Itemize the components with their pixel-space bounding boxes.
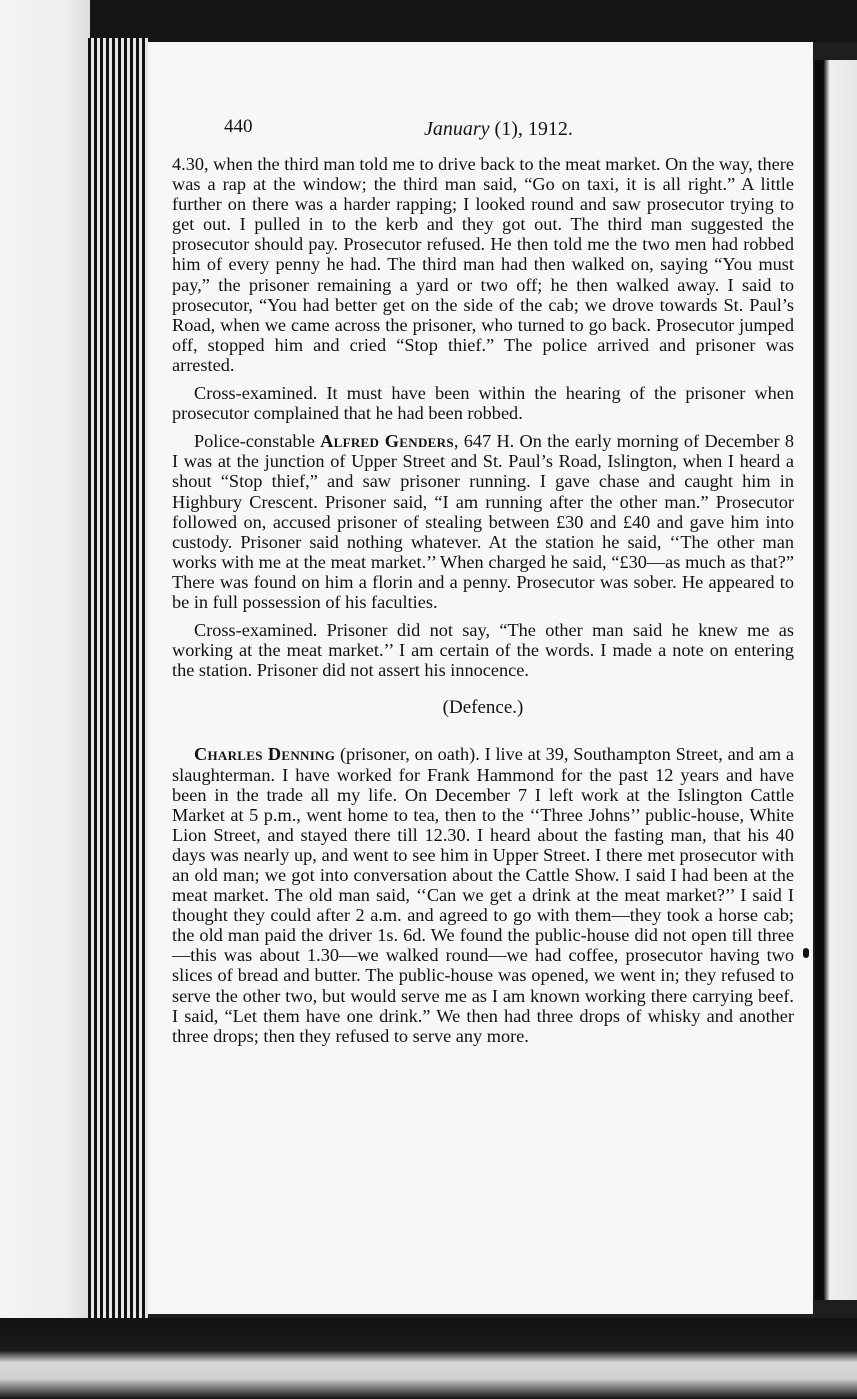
right-page-edge [815,60,857,1300]
name-small-caps: Alfred Genders [320,431,454,452]
bottom-shadow [0,1318,857,1399]
paragraph-text: Police-constable [194,431,321,452]
paragraph [172,620,794,680]
paragraph-text: Cross-examined. It must have been within the hearing of the prisoner when prosecutor complained that he had been robbed. [172,383,794,424]
paragraph [172,383,794,423]
section-heading: (Defence.) [442,697,524,719]
name-small-caps: Charles Denning [194,744,336,765]
body-text [172,154,794,1046]
running-title-date: (1), 1912. [489,118,573,140]
running-title-month: January [424,118,490,140]
page-edges-stack [88,38,148,1318]
paragraph [172,154,794,375]
top-shadow [90,0,857,42]
paragraph [172,431,794,612]
paragraph-text: Cross-examined. Prisoner did not say, “The other man said he knew me as working at the meat market.’’ I am certain of the words. I made a note on entering the station. Prisoner did not assert his innocence. [172,620,794,681]
testimony-paragraphs [172,154,794,680]
page-number: 440 [224,116,253,137]
running-title [424,118,573,141]
margin-mark [803,948,809,958]
paragraph-text: 4.30, when the third man told me to drive back to the meat market. On the way, there was a rap at the window; the third man said, “Go on taxi, it is all right.” A little further on there was a harder rapping; I looked round and saw prosecutor trying to get out. I pulled in to the kerb and they got out. The third man suggested the prosecutor should pay. Prosecutor refused. He then told me the two men had robbed him of every penny he had. The third man had then walked on, saying “You must pay,” the prisoner remaining a yard or two off; he then walked away. I said to prosecutor, “You had better get on the side of the cab; we drove towards St. Paul’s Road, when we came across the prisoner, who turned to go back. Prosecutor jumped off, stopped him and cried “Stop thief.” The police arrived and prisoner was arrested. [172,154,794,375]
paragraph-text: , 647 H. On the early morning of December 8 I was at the junction of Upper Street and St. Paul’s Road, Islington, when I heard a shout “Stop thief,” and saw prisoner running. I gave chase and caught him in Highbury Crescent. Prisoner said, “I am running after the other man.” Prosecutor followed on, accused prisoner of stealing between £30 and £40 and gave him into custody. Prisoner said nothing whatever. At the station he said, ‘‘The other man works with me at the meat market.’’ When charged he said, “£30—as much as that?” There was found on him a florin and a penny. Prosecutor was sober. He appeared to be in full possession of his faculties. [172,431,794,612]
left-margin-fold [0,0,95,1399]
defence-paragraph [172,744,794,1045]
paragraph-text: (prisoner, on oath). I live at 39, Southampton Street, and am a slaughterman. I have worked for Frank Hammond for the past 12 years and have been in the trade all my life. On December 7 I left work at the Islington Cattle Market at 5 p.m., went home to tea, then to the ‘‘Three Johns’’ public-house, White Lion Street, and stayed there till 12.30. I heard about the fasting man, that his 40 days was nearly up, and went to see him in Upper Street. I there met prosecutor with an old man; we got into conversation about the Cattle Show. I said I had been at the meat market. The old man said, ‘‘Can we get a drink at the meat market?’’ I said I thought they could after 2 a.m. and agreed to go with them—they took a horse cab; the old man paid the driver 1s. 6d. We found the public-house did not open till three—this was about 1.30—we walked round—we had coffee, prosecutor having two slices of bread and butter. The public-house was opened, we went in; they refused to serve the other two, but would serve me as I am known working there carrying beef. I said, “Let them have one drink.” We then had three drops of whisky and another three drops; then they refused to serve any more. [172,744,794,1046]
page-header [224,116,794,146]
